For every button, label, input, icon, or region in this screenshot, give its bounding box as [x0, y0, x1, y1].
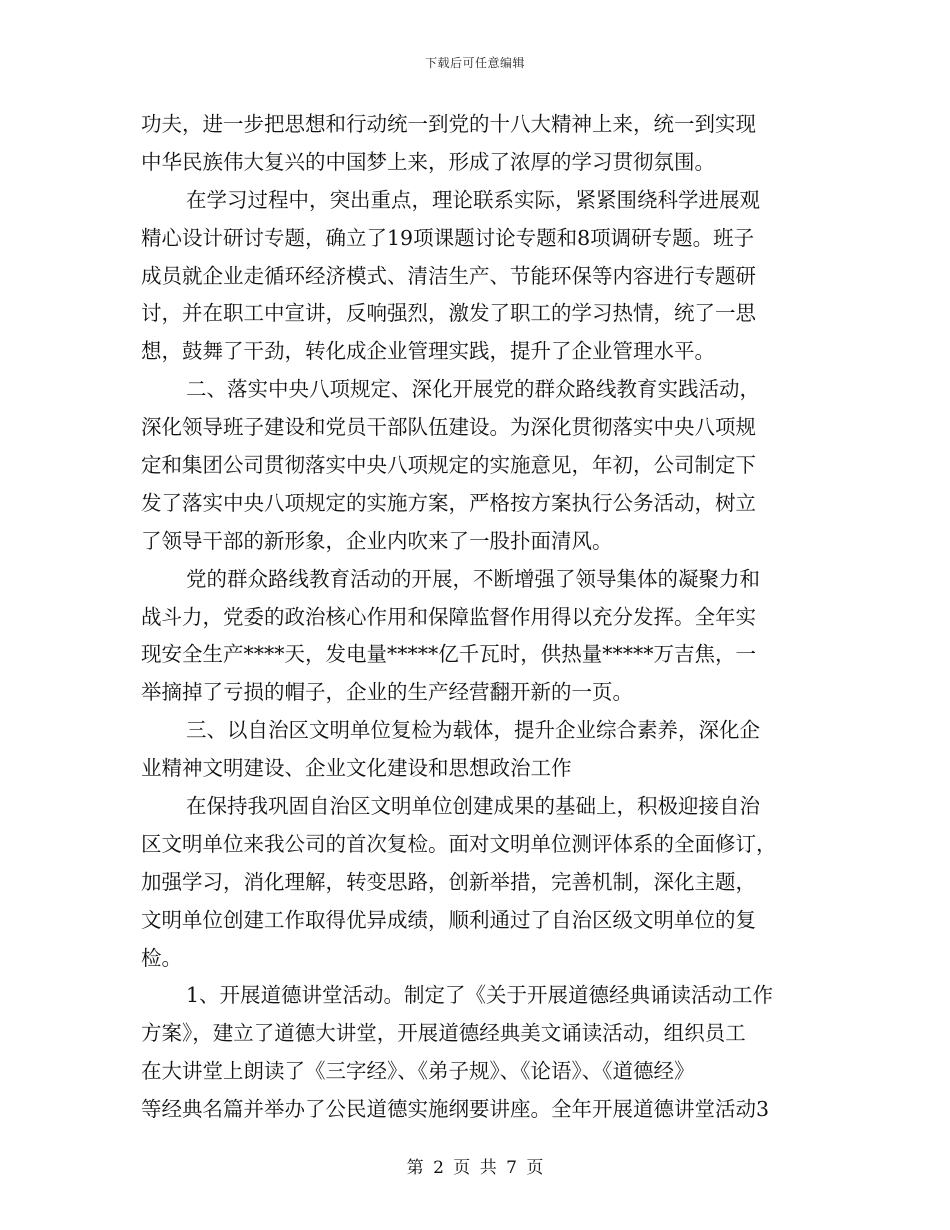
text-line: 精心设计研讨专题，确立了19项课题讨论专题和8项调研专题。班子 [141, 225, 755, 250]
text-line: 检。 [141, 945, 182, 970]
page-header: 下载后可任意编辑 [424, 56, 525, 70]
text-line: 在保持我巩固自治区文明单位创建成果的基础上，积极迎接自治 [186, 794, 760, 819]
text-line: 发了落实中央八项规定的实施方案，严格按方案执行公务活动，树立 [141, 490, 756, 515]
text-line: 举摘掉了亏损的帽子，企业的生产经营翻开新的一页。 [141, 680, 633, 705]
text-line: 在大讲堂上朗读了《三字经》、《弟子规》、《论语》、《道德经》 [141, 1059, 695, 1084]
text-line: 功夫，进一步把思想和行动统一到党的十八大精神上来，统一到实现 [141, 112, 756, 136]
text-line: 二、落实中央八项规定、深化开展党的群众路线教育实践活动， [186, 377, 760, 402]
text-line: 区文明单位来我公司的首次复检。面对文明单位测评体系的全面修订， [141, 831, 777, 856]
text-line: 在学习过程中，突出重点，理论联系实际，紧紧围绕科学进展观 [186, 187, 760, 212]
text-line: 三、以自治区文明单位复检为载体，提升企业综合素养，深化企 [186, 718, 760, 743]
text-line: 加强学习，消化理解，转变思路，创新举措，完善机制，深化主题， [141, 869, 756, 894]
text-line: 等经典名篇并举办了公民道德实施纲要讲座。全年开展道德讲堂活动3 [141, 1097, 770, 1122]
text-line: 深化领导班子建设和党员干部队伍建设。为深化贯彻落实中央八项规 [141, 415, 756, 440]
text-line: 中华民族伟大复兴的中国梦上来，形成了浓厚的学习贯彻氛围。 [141, 149, 715, 174]
text-line: 讨，并在职工中宣讲，反响强烈，激发了职工的学习热情，统了一思 [141, 301, 756, 326]
text-line: 了领导干部的新形象，企业内吹来了一股扑面清风。 [141, 528, 613, 553]
text-line: 战斗力，党委的政治核心作用和保障监督作用得以充分发挥。全年实 [141, 604, 756, 629]
text-line: 成员就企业走循环经济模式、清洁生产、节能环保等内容进行专题研 [141, 263, 756, 288]
text-line: 定和集团公司贯彻落实中央八项规定的实施意见，年初，公司制定下 [141, 453, 756, 478]
page-footer: 第 2 页 共 7 页 [406, 1158, 544, 1178]
text-line: 想，鼓舞了干劲，转化成企业管理实践，提升了企业管理水平。 [141, 339, 715, 364]
text-line: 方案》，建立了道德大讲堂，开展道德经典美文诵读活动，组织员工 [141, 1021, 746, 1046]
text-line: 业精神文明建设、企业文化建设和思想政治工作 [141, 756, 572, 781]
text-line: 文明单位创建工作取得优异成绩，顺利通过了自治区级文明单位的复 [141, 907, 756, 932]
text-line: 1、开展道德讲堂活动。制定了《关于开展道德经典诵读活动工作 [186, 983, 774, 1008]
text-line: 党的群众路线教育活动的开展，不断增强了领导集体的凝聚力和 [186, 566, 760, 591]
text-line: 现安全生产****天，发电量*****亿千瓦时，供热量*****万吉焦，一 [141, 642, 756, 667]
document-body [141, 106, 813, 1129]
